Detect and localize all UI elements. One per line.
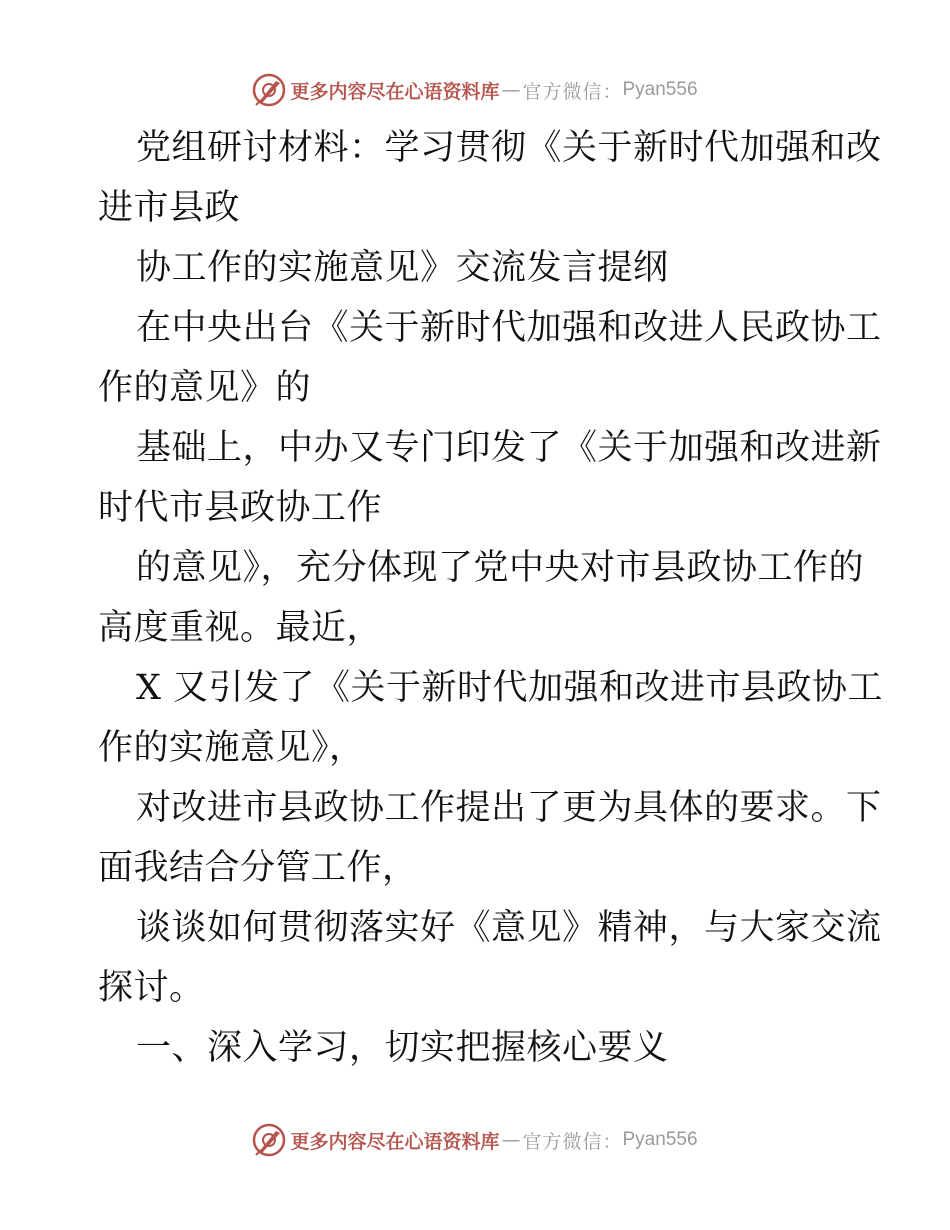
doc-paragraph-line: 的意见》，充分体现了党中央对市县政协工作的 bbox=[136, 548, 865, 588]
banner-wechat-handle: Pyan556 bbox=[622, 79, 698, 100]
banner-wechat-label: 官方微信： bbox=[522, 80, 623, 103]
doc-paragraph-line: 对改进市县政协工作提出了更为具体的要求。下 bbox=[136, 788, 882, 828]
banner-wechat-label: 官方微信： bbox=[522, 1130, 623, 1153]
quill-logo-icon bbox=[252, 1123, 286, 1157]
doc-paragraph-line: 基础上，中办又专门印发了《关于加强和改进新 bbox=[136, 428, 882, 468]
doc-paragraph-line: X 又引发了《关于新时代加强和改进市县政协工 bbox=[136, 668, 884, 708]
doc-title-line-2: 进市县政 bbox=[98, 188, 241, 228]
doc-title-line-3: 协工作的实施意见》交流发言提纲 bbox=[136, 248, 669, 288]
doc-paragraph-line: 探讨。 bbox=[98, 968, 205, 1008]
doc-paragraph-line: 面我结合分管工作， bbox=[98, 848, 418, 888]
doc-paragraph-line: 高度重视。最近， bbox=[98, 608, 383, 648]
doc-title-line-1: 党组研讨材料：学习贯彻《关于新时代加强和改 bbox=[136, 128, 882, 168]
banner-brand-text: 更多内容尽在心语资料库 bbox=[290, 1130, 500, 1153]
doc-section-heading: 一、深入学习，切实把握核心要义 bbox=[136, 1028, 669, 1068]
document-body bbox=[98, 118, 884, 1078]
quill-logo-icon bbox=[252, 73, 286, 107]
header-watermark-banner bbox=[0, 70, 950, 110]
doc-paragraph-line: 在中央出台《关于新时代加强和改进人民政协工 bbox=[136, 308, 882, 348]
doc-paragraph-line: 作的意见》的 bbox=[98, 368, 312, 408]
banner-wechat-handle: Pyan556 bbox=[622, 1129, 698, 1150]
doc-paragraph-line: 时代市县政协工作 bbox=[98, 488, 383, 528]
banner-dash: — bbox=[501, 1129, 521, 1151]
doc-paragraph-line: 作的实施意见》， bbox=[98, 728, 365, 768]
doc-paragraph-line: 谈谈如何贯彻落实好《意见》精神，与大家交流 bbox=[136, 908, 882, 948]
banner-dash: — bbox=[501, 79, 521, 101]
banner-brand-text: 更多内容尽在心语资料库 bbox=[290, 80, 500, 103]
footer-watermark-banner bbox=[0, 1120, 950, 1160]
